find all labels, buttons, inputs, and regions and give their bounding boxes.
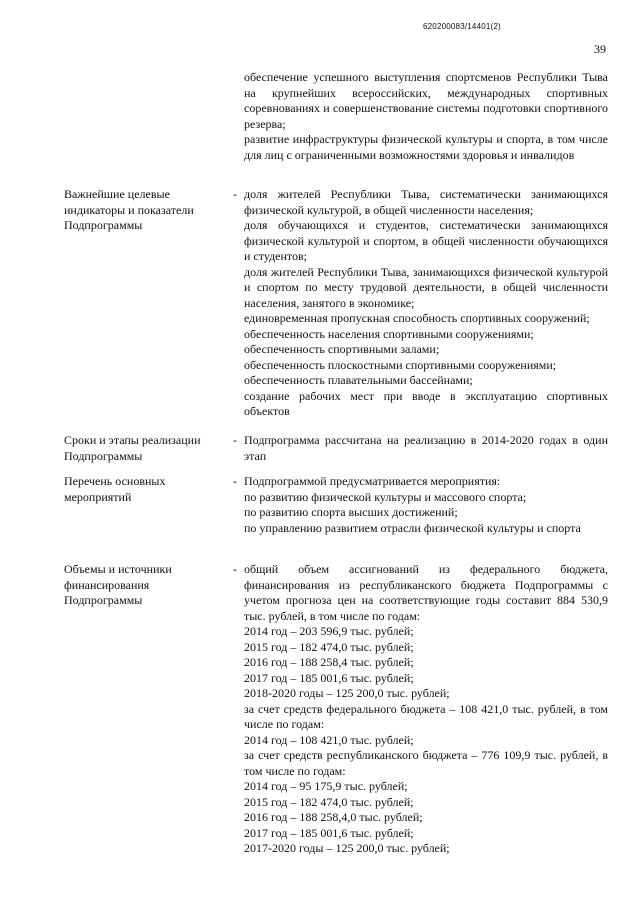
funding-line: 2015 год – 182 474,0 тыс. рублей;: [244, 639, 414, 654]
indicator-line: обеспеченность населения спортивными сооружениями;: [244, 326, 534, 341]
funding-line: 2014 год – 108 421,0 тыс. рублей;: [244, 732, 414, 747]
goal-line: развитие инфраструктуры физической культуры и спорта, в том числе для лиц с ограниченными возможностями здоровья и инвалидов: [244, 132, 608, 162]
activity-line: по управлению развитием отрасли физической культуры и спорта: [244, 520, 581, 535]
funding-line: 2017 год – 185 001,6 тыс. рублей;: [244, 670, 414, 685]
funding-line: 2018-2020 годы – 125 200,0 тыс. рублей;: [244, 686, 450, 700]
funding-line: 2016 год – 188 258,4 тыс. рублей;: [244, 655, 414, 669]
activities-label: Перечень основных мероприятий: [64, 474, 166, 504]
indicator-line: обеспеченность плавательными бассейнами;: [244, 373, 473, 387]
funding-line: 2015 год – 182 474,0 тыс. рублей;: [244, 794, 414, 809]
indicator-line: обеспеченность плоскостными спортивными сооружениями;: [244, 357, 557, 372]
terms-line: Подпрограмма рассчитана на реализацию в 2014-2020 годах в один этап: [244, 433, 608, 463]
terms-content: [244, 433, 608, 464]
activity-line: по развитию физической культуры и массового спорта;: [244, 489, 527, 504]
indicator-line: доля жителей Республики Тыва, систематически занимающихся физической культурой, в общей численности населения;: [244, 187, 608, 217]
goals-content: [244, 70, 608, 163]
funding-line: 2014 год – 203 596,9 тыс. рублей;: [244, 624, 414, 638]
dash: -: [233, 474, 237, 488]
indicator-line: доля жителей Республики Тыва, занимающихся физической культурой и спортом по месту трудовой деятельности, в общей численности населения, занятого в экономике;: [244, 264, 608, 310]
funding-label: Объемы и источники финансирования Подпрограммы: [64, 562, 172, 607]
activities-content: [244, 474, 608, 536]
funding-content: [244, 562, 608, 857]
funding-line: 2017-2020 годы – 125 200,0 тыс. рублей;: [244, 841, 450, 855]
indicator-line: доля обучающихся и студентов, систематически занимающихся физической культурой и спортом, в общей численности обучающихся и студентов;: [244, 218, 608, 263]
dash: -: [233, 433, 237, 447]
funding-line: 2014 год – 95 175,9 тыс. рублей;: [244, 779, 408, 793]
indicator-line: создание рабочих мест при вводе в эксплуатацию спортивных объектов: [244, 388, 608, 418]
indicators-content: [244, 187, 608, 420]
indicator-line: обеспеченность спортивными залами;: [244, 342, 440, 356]
activity-line: Подпрограммой предусматривается мероприятия:: [244, 474, 501, 488]
indicators-label: Важнейшие целевые индикаторы и показатели Подпрограммы: [64, 187, 194, 232]
funding-line: 2017 год – 185 001,6 тыс. рублей;: [244, 825, 414, 840]
page-number: 39: [594, 42, 606, 56]
funding-line: 2016 год – 188 258,4,0 тыс. рублей;: [244, 810, 423, 824]
activity-line: по развитию спорта высших достижений;: [244, 505, 458, 519]
indicator-line: единовременная пропускная способность спортивных сооружений;: [244, 311, 590, 325]
funding-line: за счет средств федерального бюджета – 108 421,0 тыс. рублей, в том числе по годам:: [244, 701, 608, 731]
funding-line: общий объем ассигнований из федерального бюджета, финансирования из республиканского бюджета Подпрограммы с учетом прогноза цен на соответствующие годы составит 884 530,9 тыс. рублей, в том числе по годам:: [244, 562, 608, 623]
funding-line: за счет средств республиканского бюджета – 776 109,9 тыс. рублей, в том числе по годам:: [244, 748, 608, 778]
document-id: 620200083/14401(2): [423, 22, 501, 31]
goal-line: обеспечение успешного выступления спортсменов Республики Тыва на крупнейших всероссийских, международных спортивных соревнованиях и совершенствование системы подготовки спортивного резерва;: [244, 70, 608, 131]
terms-label: Сроки и этапы реализации Подпрограммы: [64, 433, 201, 463]
dash: -: [233, 562, 237, 576]
dash: -: [233, 187, 237, 201]
